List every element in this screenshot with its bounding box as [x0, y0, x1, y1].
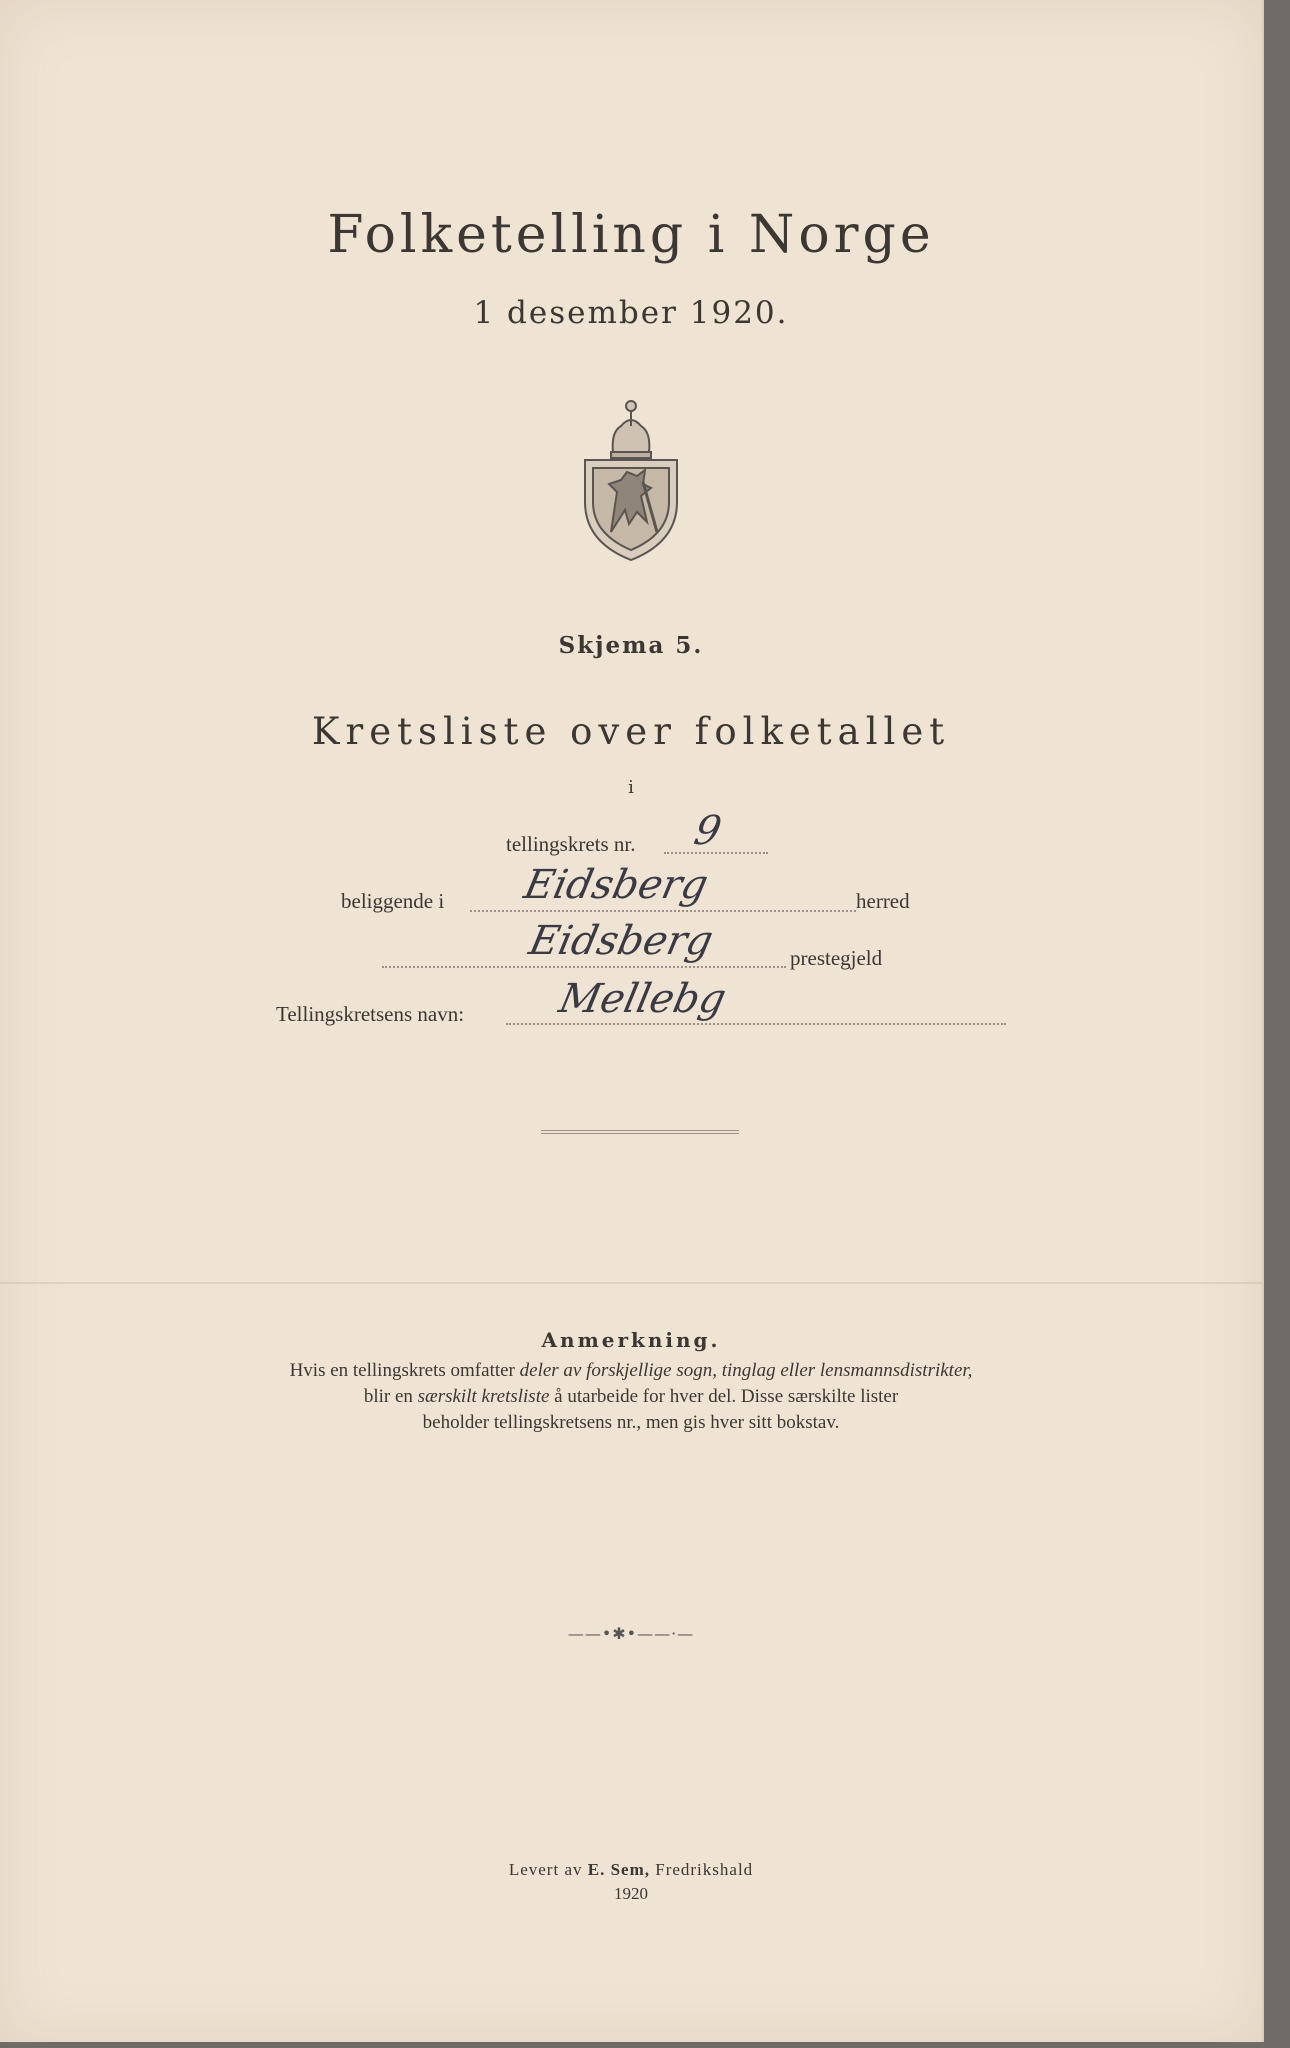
note-line-1-text: Hvis en tellingskrets omfatter — [289, 1360, 520, 1381]
schema-label: Skjema 5. — [558, 632, 704, 659]
printer-prefix: Levert av — [508, 1860, 588, 1879]
parish-label: prestegjeld — [790, 946, 883, 970]
district-name-line — [506, 1023, 1006, 1025]
district-number-line — [664, 852, 768, 854]
printer-city: Fredrikshald — [649, 1860, 754, 1879]
form-heading: Kretsliste over folketallet — [311, 710, 951, 753]
herred-label: herred — [856, 889, 910, 913]
note-line-2-emphasis: særskilt kretsliste — [417, 1386, 550, 1407]
note-text — [200, 1358, 1062, 1436]
printer-credit — [0, 1860, 1262, 1880]
district-number-value: 9 — [690, 808, 726, 854]
note-title: Anmerkning. — [541, 1328, 721, 1352]
district-number-label: tellingskrets nr. — [506, 832, 636, 856]
page-title: Folketelling i Norge — [327, 205, 935, 265]
census-date: 1 desember 1920. — [473, 295, 789, 331]
note-line-1-emphasis: deler av forskjellige sogn, tinglag eller lensmannsdistrikter, — [519, 1360, 973, 1381]
note-line-2 — [200, 1384, 1062, 1410]
separator-rule — [541, 1130, 739, 1134]
located-in-value: Eidsberg — [520, 862, 713, 908]
district-name-label: Tellingskretsens navn: — [276, 1002, 465, 1026]
located-in-line — [470, 910, 856, 912]
ornament-divider: ——•✱•——·— — [567, 1624, 695, 1643]
printer-name: E. Sem, — [587, 1860, 650, 1879]
connector-text: i — [628, 777, 634, 798]
note-line-3: beholder tellingskretsens nr., men gis hver sitt bokstav. — [422, 1412, 840, 1433]
located-in-label: beliggende i — [341, 889, 445, 913]
page-fold — [0, 1282, 1262, 1284]
note-line-1 — [200, 1358, 1062, 1384]
district-name-value: Mellebg — [555, 976, 730, 1022]
note-line-2-text-a: blir en — [363, 1386, 418, 1407]
note-line-2-text-b: å utarbeide for hver del. Disse særskilte lister — [549, 1386, 899, 1407]
norwegian-coat-of-arms-icon — [581, 392, 681, 564]
printer-year: 1920 — [614, 1884, 648, 1903]
parish-line — [382, 966, 786, 968]
parish-value: Eidsberg — [525, 918, 718, 964]
